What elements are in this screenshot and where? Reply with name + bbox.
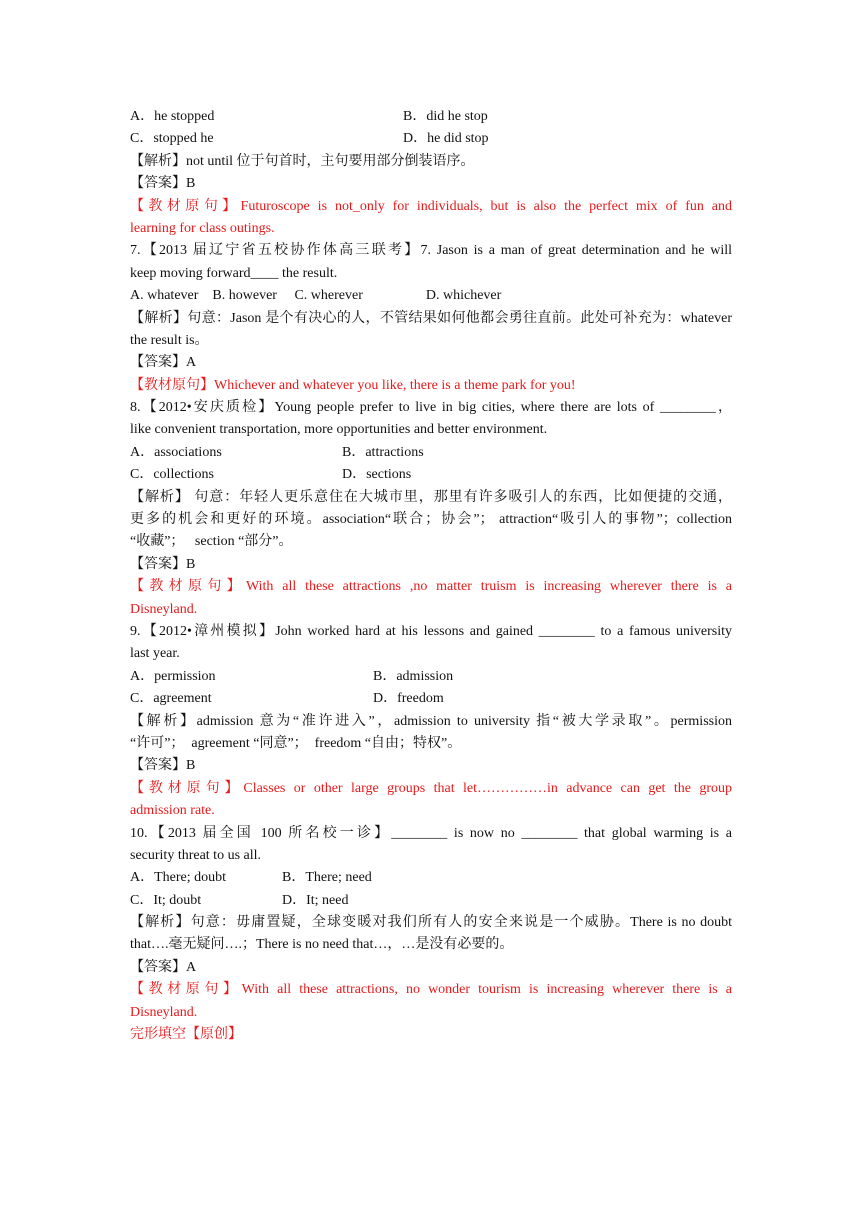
options-row <box>130 666 732 688</box>
analysis-cont: “收藏”； section “部分”。 <box>130 534 293 550</box>
analysis: 【解析】not until 位于句首时，主句要用部分倒装语序。 <box>130 153 475 169</box>
source-sentence-cont: Disneyland. <box>130 1004 198 1020</box>
options-row <box>130 106 732 128</box>
option-a: A．associations <box>130 444 222 460</box>
options-row <box>130 867 732 889</box>
analysis-cont: “许可”； agreement “同意”； freedom “自由；特权”。 <box>130 735 462 751</box>
source-sentence: 【教材原句】With all these attractions ,no matter truism is increasing wherever there is a <box>130 579 732 595</box>
answer: 【答案】A <box>130 959 197 975</box>
option-b: B．There; need <box>282 870 372 886</box>
option-b: B．admission <box>373 668 454 684</box>
option-c: C．agreement <box>130 691 212 707</box>
option-d: D．sections <box>342 467 412 483</box>
question-stem-cont: last year. <box>130 646 180 662</box>
option-a: A．There; doubt <box>130 870 227 886</box>
options-row <box>130 464 732 486</box>
analysis: 【解析】admission 意为“准许进入”，admission to university 指“被大学录取”。permission <box>130 713 732 729</box>
option-a: A．he stopped <box>130 109 215 124</box>
question-stem-cont: security threat to us all. <box>130 847 262 863</box>
source-sentence: 【教材原句】Whichever and whatever you like, there is a theme park for you! <box>130 377 576 393</box>
options-row <box>130 128 732 150</box>
question-stem: 9.【2012•漳州模拟】John worked hard at his lessons and gained ________ to a famous university <box>130 623 732 639</box>
analysis-cont: that….毫无疑问….；There is no need that…，…是没有必要的。 <box>130 937 514 953</box>
option-a: A．permission <box>130 668 216 684</box>
section-heading: 完形填空【原创】 <box>130 1027 242 1043</box>
analysis-cont: the result is。 <box>130 332 209 348</box>
answer: 【答案】B <box>130 758 196 774</box>
options-row <box>130 442 732 464</box>
question-stem: 7.【2013 届辽宁省五校协作体高三联考】7. Jason is a man of great determination and he will <box>130 243 732 259</box>
source-sentence: 【教材原句】With all these attractions, no wonder tourism is increasing wherever there is a <box>130 982 732 998</box>
options-row <box>130 688 732 710</box>
option-c: C．It; doubt <box>130 892 202 908</box>
source-sentence-cont: admission rate. <box>130 803 215 819</box>
question-stem-cont: like convenient transportation, more opportunities and better environment. <box>130 422 548 438</box>
source-sentence-cont: Disneyland. <box>130 601 198 617</box>
option-b: B．did he stop <box>403 109 488 124</box>
options-text: A. whatever B. however C. wherever D. whichever <box>130 288 502 304</box>
option-d: D．he did stop <box>403 131 489 147</box>
source-sentence-cont: learning for class outings. <box>130 220 275 236</box>
option-c: C．collections <box>130 467 214 483</box>
document-page <box>130 106 732 1046</box>
analysis: 【解析】句意：毋庸置疑，全球变暖对我们所有人的安全来说是一个威胁。There is no doubt <box>130 915 732 931</box>
options-row <box>130 285 732 307</box>
options-row <box>130 890 732 912</box>
option-d: D．freedom <box>373 691 444 707</box>
source-sentence: 【教材原句】Futuroscope is not_only for individuals, but is also the perfect mix of fun and <box>130 198 732 214</box>
answer: 【答案】B <box>130 176 196 192</box>
analysis: 【解析】句意：Jason 是个有决心的人，不管结果如何他都会勇往直前。此处可补充为：whatever <box>130 310 732 326</box>
question-stem-cont: keep moving forward____ the result. <box>130 265 338 281</box>
answer: 【答案】B <box>130 556 196 572</box>
source-sentence: 【教材原句】Classes or other large groups that let……………in advance can get the group <box>130 780 732 796</box>
question-stem: 10.【2013 届全国 100 所名校一诊】________ is now no ________ that global warming is a <box>130 825 732 841</box>
analysis-cont: 更多的机会和更好的环境。association“联合；协会”； attraction“吸引人的事物”；collection <box>130 512 732 528</box>
analysis: 【解析】 句意：年轻人更乐意住在大城市里，那里有许多吸引人的东西，比如便捷的交通， <box>130 489 732 505</box>
option-c: C．stopped he <box>130 131 214 147</box>
answer: 【答案】A <box>130 355 197 371</box>
option-b: B．attractions <box>342 444 424 460</box>
option-d: D．It; need <box>282 892 349 908</box>
question-stem: 8.【2012•安庆质检】Young people prefer to live in big cities, where there are lots of ________， <box>130 400 732 416</box>
